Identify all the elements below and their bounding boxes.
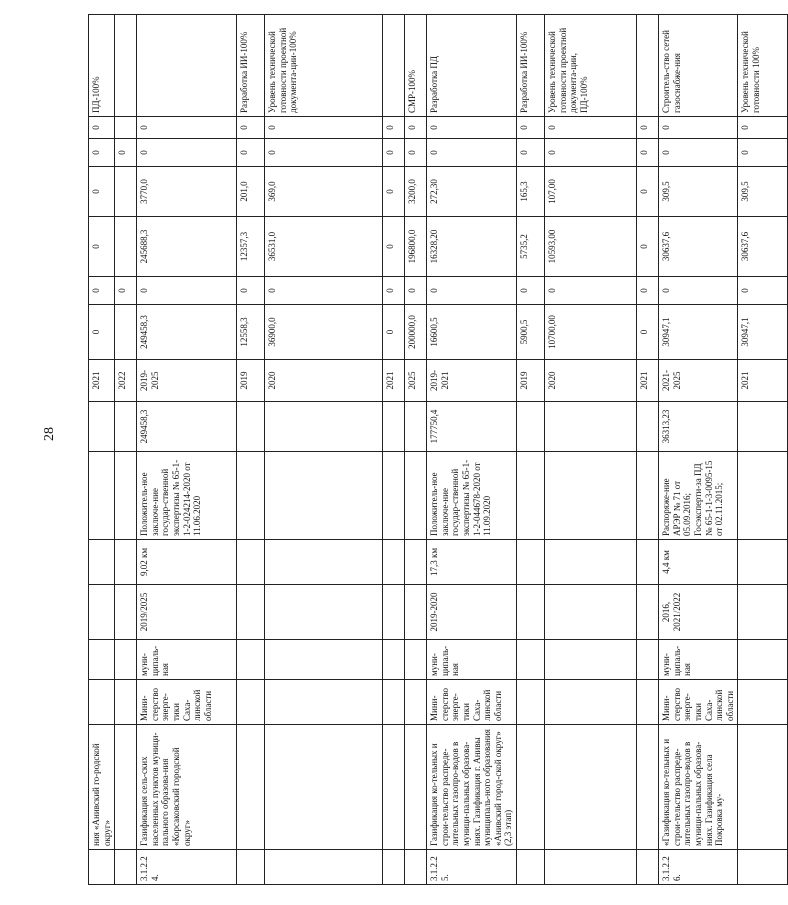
table-cell <box>637 540 659 585</box>
table-row <box>545 15 637 885</box>
table-cell: 0 <box>427 277 517 305</box>
table-cell: 0 <box>89 167 115 217</box>
table-row <box>237 15 265 885</box>
table-cell <box>265 725 383 850</box>
table-cell: 0 <box>115 277 137 305</box>
table-cell: 0 <box>89 117 115 139</box>
table-cell <box>237 402 265 452</box>
table-cell: 17,3 км <box>427 540 517 585</box>
table-cell: 0 <box>637 167 659 217</box>
table-cell <box>383 585 405 640</box>
program-table <box>88 14 788 885</box>
table-cell: Мини-стерство энерге-тики Саха-линской области <box>137 680 237 725</box>
table-cell: 0 <box>427 139 517 167</box>
table-cell: 5900,5 <box>517 305 545 360</box>
table-cell: Положитель-ное заключе-ние государ-ственной экспертизы № 65-1-1-2-024214-2020 от 11.06.2020 <box>137 452 237 540</box>
table-cell <box>405 452 427 540</box>
table-cell <box>237 725 265 850</box>
table-cell: 0 <box>89 277 115 305</box>
table-cell: 2022 <box>115 360 137 402</box>
table-cell: Разработка ПД <box>427 15 517 117</box>
table-cell: 0 <box>89 139 115 167</box>
table-cell <box>545 585 637 640</box>
table-cell: ПД-100% <box>89 15 115 117</box>
table-cell: 3770,0 <box>137 167 237 217</box>
table-cell: 245688,3 <box>137 217 237 277</box>
table-cell: 0 <box>383 167 405 217</box>
table-cell <box>517 540 545 585</box>
table-cell <box>383 640 405 680</box>
table-cell <box>137 15 237 117</box>
table-cell: 2019 <box>517 360 545 402</box>
table-cell: 2019-2020 <box>427 585 517 640</box>
table-cell: 10593,00 <box>545 217 637 277</box>
table-cell: 3.1.2.24. <box>137 850 237 885</box>
table-cell: 0 <box>545 277 637 305</box>
table-cell: 2019-2025 <box>137 360 237 402</box>
table-cell <box>637 402 659 452</box>
table-row <box>738 15 788 885</box>
table-cell <box>115 15 137 117</box>
table-cell <box>545 850 637 885</box>
table-cell: муни-ципаль-ная <box>427 640 517 680</box>
table-cell: 196800,0 <box>405 217 427 277</box>
table-cell <box>237 540 265 585</box>
table-cell: 249458,3 <box>137 402 237 452</box>
table-cell <box>545 640 637 680</box>
table-cell: 0 <box>115 139 137 167</box>
table-cell: 0 <box>137 117 237 139</box>
table-cell <box>383 680 405 725</box>
table-cell: 165,3 <box>517 167 545 217</box>
table-cell <box>115 850 137 885</box>
table-row <box>637 15 659 885</box>
table-cell: 2021 <box>383 360 405 402</box>
table-cell <box>637 452 659 540</box>
table-cell: 0 <box>137 277 237 305</box>
table-cell: Распоряже-ние АРЭР № 71 от 05.09.2016; Госэксперти-за ПД № 65-1-1-3-0095-15 от 02.11.2015; <box>659 452 738 540</box>
table-cell <box>405 725 427 850</box>
table-cell: Мини-стерство энерге-тики Саха-линской области <box>427 680 517 725</box>
table-cell: 30947,1 <box>659 305 738 360</box>
table-cell: 2021-2025 <box>659 360 738 402</box>
table-row <box>383 15 405 885</box>
table-cell: 2025 <box>405 360 427 402</box>
rotated-table-container <box>88 15 761 885</box>
table-cell <box>545 540 637 585</box>
table-cell: 0 <box>517 139 545 167</box>
table-cell <box>545 725 637 850</box>
table-cell: 0 <box>237 117 265 139</box>
table-cell: 16600,5 <box>427 305 517 360</box>
table-cell <box>115 680 137 725</box>
table-cell <box>115 452 137 540</box>
table-cell: 0 <box>383 139 405 167</box>
table-cell <box>115 585 137 640</box>
table-cell <box>383 540 405 585</box>
table-row <box>517 15 545 885</box>
table-cell <box>265 540 383 585</box>
table-cell: 0 <box>738 139 788 167</box>
table-cell: 12357,3 <box>237 217 265 277</box>
table-cell <box>237 850 265 885</box>
table-cell <box>89 585 115 640</box>
table-cell <box>265 452 383 540</box>
table-cell: 309,5 <box>659 167 738 217</box>
table-cell <box>517 585 545 640</box>
table-cell <box>545 680 637 725</box>
table-row <box>115 15 137 885</box>
table-row <box>405 15 427 885</box>
table-cell <box>637 15 659 117</box>
table-cell: Разработка ИИ-100% <box>237 15 265 117</box>
table-cell: 0 <box>738 277 788 305</box>
table-cell: 0 <box>237 277 265 305</box>
table-cell: Положитель-ное заключе-ние государ-ственной экспертизы № 65-1-1-2-044678-2020 от 11.09.2020 <box>427 452 517 540</box>
table-cell: 36531,0 <box>265 217 383 277</box>
table-cell: 0 <box>383 117 405 139</box>
table-cell: 2021 <box>637 360 659 402</box>
table-cell <box>383 452 405 540</box>
table-cell: 0 <box>137 139 237 167</box>
table-cell: 107,00 <box>545 167 637 217</box>
table-cell: 0 <box>659 277 738 305</box>
table-cell <box>405 540 427 585</box>
table-cell: Газификация ко-тельных и строи-тельство распреде-лительных газопро-водов в муници-пальных образова-ниях. Газификация г. Анивы муниципаль-ного образования «Анивский город-ской округ» (2,3 этап) <box>427 725 517 850</box>
table-cell: 5735,2 <box>517 217 545 277</box>
table-cell <box>637 850 659 885</box>
table-cell <box>265 640 383 680</box>
table-cell <box>265 680 383 725</box>
table-cell: Уровень технической готовности 100% <box>738 15 788 117</box>
table-row <box>137 15 237 885</box>
table-cell: 3200,0 <box>405 167 427 217</box>
table-cell <box>405 640 427 680</box>
table-cell: 249458,3 <box>137 305 237 360</box>
table-cell <box>637 680 659 725</box>
table-cell: 201,0 <box>237 167 265 217</box>
table-cell <box>237 585 265 640</box>
table-cell: 9,02 км <box>137 540 237 585</box>
table-cell: 0 <box>545 139 637 167</box>
table-cell <box>115 305 137 360</box>
table-cell: 0 <box>383 305 405 360</box>
table-cell: 0 <box>637 139 659 167</box>
table-cell: 16328,20 <box>427 217 517 277</box>
table-cell: Уровень технической готовности проектной документа-ции-100% <box>265 15 383 117</box>
table-cell: 2019-2021 <box>427 360 517 402</box>
table-cell: 4,4 км <box>659 540 738 585</box>
table-cell <box>637 725 659 850</box>
table-cell: 0 <box>637 117 659 139</box>
table-cell: 2021 <box>89 360 115 402</box>
table-cell <box>517 725 545 850</box>
table-cell: Разработка ИИ-100% <box>517 15 545 117</box>
table-cell <box>383 725 405 850</box>
table-cell <box>545 402 637 452</box>
table-cell <box>405 402 427 452</box>
table-cell: 30947,1 <box>738 305 788 360</box>
table-cell <box>517 850 545 885</box>
table-cell <box>405 680 427 725</box>
table-cell <box>405 850 427 885</box>
table-cell: ния «Анивский го-родской округ» <box>89 725 115 850</box>
table-cell: 2019/2025 <box>137 585 237 640</box>
table-cell: 0 <box>637 217 659 277</box>
table-cell: 0 <box>405 277 427 305</box>
table-cell <box>738 640 788 680</box>
table-cell: 0 <box>427 117 517 139</box>
table-cell: муни-ципаль-ная <box>659 640 738 680</box>
table-cell <box>237 680 265 725</box>
table-cell: 0 <box>659 117 738 139</box>
table-cell: 2020 <box>545 360 637 402</box>
table-cell <box>738 585 788 640</box>
table-cell: 0 <box>545 117 637 139</box>
table-cell: 0 <box>405 139 427 167</box>
table-cell: 0 <box>517 277 545 305</box>
table-cell <box>405 585 427 640</box>
table-cell <box>383 15 405 117</box>
table-cell <box>383 850 405 885</box>
table-cell <box>237 640 265 680</box>
table-cell: 0 <box>517 117 545 139</box>
table-cell <box>265 850 383 885</box>
table-cell: Мини-стерство энерге-тики Саха-линской области <box>659 680 738 725</box>
table-cell: 36313,23 <box>659 402 738 452</box>
table-cell <box>637 585 659 640</box>
table-cell: 0 <box>738 117 788 139</box>
table-cell: 2020 <box>265 360 383 402</box>
table-cell: 0 <box>265 117 383 139</box>
table-cell: 3.1.2.26. <box>659 850 738 885</box>
table-cell: 0 <box>405 117 427 139</box>
table-cell <box>89 452 115 540</box>
table-cell <box>517 640 545 680</box>
table-cell: 0 <box>237 139 265 167</box>
table-cell <box>115 725 137 850</box>
table-cell <box>738 402 788 452</box>
table-row <box>659 15 738 885</box>
table-cell: «Газификация ко-тельных и строи-тельство распреде-лительных газопро-водов в муници-пальных образова-ниях. Газификация села Покровка му- <box>659 725 738 850</box>
table-cell: 12558,3 <box>237 305 265 360</box>
table-cell <box>545 452 637 540</box>
table-cell <box>115 117 137 139</box>
table-cell: 36900,0 <box>265 305 383 360</box>
table-cell: 2021 <box>738 360 788 402</box>
table-cell: 0 <box>265 277 383 305</box>
table-cell <box>115 402 137 452</box>
table-cell <box>115 540 137 585</box>
table-row <box>89 15 115 885</box>
table-cell: Строитель-ство сетей газоснабже-ния <box>659 15 738 117</box>
table-cell <box>637 640 659 680</box>
table-cell: 0 <box>383 277 405 305</box>
table-cell <box>237 452 265 540</box>
table-cell <box>517 402 545 452</box>
table-cell <box>89 640 115 680</box>
table-cell <box>265 585 383 640</box>
table-cell <box>383 402 405 452</box>
table-cell <box>89 540 115 585</box>
table-cell: муни-ципаль-ная <box>137 640 237 680</box>
table-cell: 0 <box>265 139 383 167</box>
table-cell: 369,0 <box>265 167 383 217</box>
table-cell: Уровень технической готовности проектной документа-ции, ПД-100% <box>545 15 637 117</box>
table-cell: 200000,0 <box>405 305 427 360</box>
table-row <box>265 15 383 885</box>
table-cell <box>265 402 383 452</box>
table-cell: СМР-100% <box>405 15 427 117</box>
table-cell <box>517 680 545 725</box>
table-cell: 0 <box>637 277 659 305</box>
table-cell <box>738 850 788 885</box>
table-cell: 30637,6 <box>738 217 788 277</box>
table-cell <box>738 540 788 585</box>
table-cell <box>115 167 137 217</box>
table-cell <box>738 680 788 725</box>
table-cell: 0 <box>659 139 738 167</box>
table-cell: 0 <box>89 217 115 277</box>
table-cell: 309,5 <box>738 167 788 217</box>
table-cell <box>738 725 788 850</box>
table-cell <box>115 217 137 277</box>
table-cell: 3.1.2.25. <box>427 850 517 885</box>
table-cell <box>738 452 788 540</box>
page-number: 28 <box>42 427 57 441</box>
table-cell: 272,30 <box>427 167 517 217</box>
table-cell: 0 <box>383 217 405 277</box>
table-cell: 177750,4 <box>427 402 517 452</box>
table-cell <box>115 640 137 680</box>
table-cell: 0 <box>637 305 659 360</box>
table-cell <box>89 680 115 725</box>
table-cell: 2016, 2021/2022 <box>659 585 738 640</box>
table-cell: 0 <box>89 305 115 360</box>
table-row <box>427 15 517 885</box>
table-cell <box>89 850 115 885</box>
table-cell <box>89 402 115 452</box>
table-cell: 10700,00 <box>545 305 637 360</box>
table-cell: Газификация сель-ских населенных пунктов муници-пального образова-ния «Корсаковский городской округ» <box>137 725 237 850</box>
table-cell: 30637,6 <box>659 217 738 277</box>
table-cell: 2019 <box>237 360 265 402</box>
table-cell <box>517 452 545 540</box>
